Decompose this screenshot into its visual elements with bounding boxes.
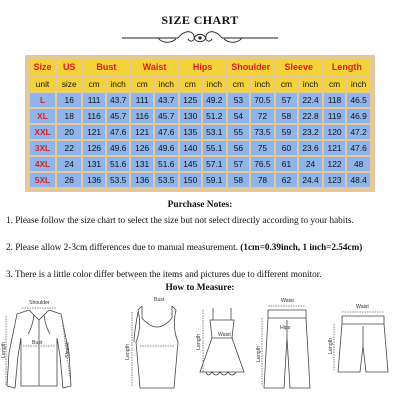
header-size: Size <box>30 60 55 75</box>
table-cell: 140 <box>180 141 201 155</box>
table-cell: 51.2 <box>203 109 226 123</box>
header-shoulder: Shoulder <box>228 60 274 75</box>
table-cell: 150 <box>180 173 201 187</box>
unit-cell: inch <box>107 77 130 91</box>
header-hips: Hips <box>180 60 226 75</box>
table-cell: 62 <box>276 173 297 187</box>
bust-label: Bust <box>32 340 43 346</box>
table-cell-size: 5XL <box>30 173 55 187</box>
unit-cell: inch <box>155 77 178 91</box>
table-cell: 24.4 <box>299 173 322 187</box>
table-cell: 47.6 <box>107 125 130 139</box>
table-header-row <box>30 60 370 75</box>
table-cell: 126 <box>83 141 104 155</box>
table-cell: 131 <box>131 157 152 171</box>
table-cell: 26 <box>57 173 81 187</box>
header-bust: Bust <box>83 60 129 75</box>
dress-measure-diagram <box>196 298 248 398</box>
size-chart-title: SIZE CHART <box>161 13 239 27</box>
table-cell-size: L <box>30 93 55 107</box>
table-cell: 116 <box>83 109 104 123</box>
table-cell: 45.7 <box>155 109 178 123</box>
unit-cell: unit <box>30 77 55 91</box>
table-cell: 75 <box>251 141 274 155</box>
table-row <box>30 125 370 139</box>
table-cell: 47.6 <box>155 125 178 139</box>
table-cell: 51.6 <box>155 157 178 171</box>
table-cell: 70.5 <box>251 93 274 107</box>
bust-label: Bust <box>154 297 165 303</box>
table-cell: 22.4 <box>299 93 322 107</box>
table-cell: 120 <box>324 125 345 139</box>
table-cell-size: XXL <box>30 125 55 139</box>
table-cell-size: 3XL <box>30 141 55 155</box>
table-cell: 43.7 <box>155 93 178 107</box>
header-sleeve: Sleeve <box>276 60 322 75</box>
hips-label: Hips <box>280 325 291 331</box>
dress-icon <box>196 298 248 398</box>
table-cell: 125 <box>180 93 201 107</box>
table-cell: 58 <box>228 173 249 187</box>
table-cell: 121 <box>83 125 104 139</box>
table-row <box>30 173 370 187</box>
table-cell: 22 <box>57 141 81 155</box>
table-cell: 111 <box>131 93 152 107</box>
waist-label: Waist <box>281 298 294 304</box>
table-cell: 118 <box>324 93 345 107</box>
table-cell: 119 <box>324 109 345 123</box>
size-chart-table <box>25 55 375 192</box>
length-label: Length <box>1 342 7 358</box>
decorative-flourish-icon <box>118 27 282 49</box>
unit-cell: cm <box>228 77 249 91</box>
table-cell: 55 <box>228 125 249 139</box>
purchase-note-2 <box>6 241 394 254</box>
table-cell: 76.5 <box>251 157 274 171</box>
unit-cell: cm <box>180 77 201 91</box>
table-cell: 43.7 <box>107 93 130 107</box>
purchase-note-2-text: 2. Please allow 2-3cm differences due to manual measurement. <box>6 242 241 252</box>
header-length: Length <box>324 60 370 75</box>
table-cell: 73.5 <box>251 125 274 139</box>
table-cell: 123 <box>324 173 345 187</box>
table-cell: 78 <box>251 173 274 187</box>
pants-measure-diagram <box>254 298 326 398</box>
unit-cell: inch <box>203 77 226 91</box>
table-cell: 57 <box>276 93 297 107</box>
table-cell: 130 <box>180 109 201 123</box>
shoulder-label: Shoulder <box>29 300 50 306</box>
table-cell: 53.5 <box>107 173 130 187</box>
unit-cell: inch <box>347 77 370 91</box>
table-cell: 49.6 <box>107 141 130 155</box>
table-cell: 136 <box>131 173 152 187</box>
table-cell: 60 <box>276 141 297 155</box>
unit-cell: inch <box>251 77 274 91</box>
table-cell: 54 <box>228 109 249 123</box>
table-cell: 18 <box>57 109 81 123</box>
length-label: Length <box>328 338 334 354</box>
waist-label: Waist <box>356 304 369 310</box>
purchase-notes-title: Purchase Notes: <box>167 200 233 210</box>
table-cell: 45.7 <box>107 109 130 123</box>
table-row <box>30 93 370 107</box>
tank-top-icon <box>120 298 194 398</box>
tank-top-measure-diagram <box>120 298 194 398</box>
table-cell: 145 <box>180 157 201 171</box>
unit-cell: cm <box>324 77 345 91</box>
purchase-note-3: 3. There is a little color differ between the items and pictures due to different monitor. <box>6 269 322 279</box>
table-row <box>30 141 370 155</box>
table-row <box>30 157 370 171</box>
table-cell: 55.1 <box>203 141 226 155</box>
unit-cell: size <box>57 77 81 91</box>
length-label: Length <box>256 346 262 362</box>
table-cell: 121 <box>131 125 152 139</box>
table-cell: 23.2 <box>299 125 322 139</box>
unit-cell: cm <box>83 77 104 91</box>
sleeve-label: Sleeve <box>65 342 71 358</box>
table-cell: 72 <box>251 109 274 123</box>
unit-conversion-text: (1cm=0.39inch, 1 inch=2.54cm) <box>240 242 363 252</box>
shorts-measure-diagram <box>328 298 398 398</box>
header-waist: Waist <box>131 60 177 75</box>
table-cell: 46.5 <box>347 93 370 107</box>
table-cell: 122 <box>324 157 345 171</box>
table-cell: 61 <box>276 157 297 171</box>
table-cell: 59 <box>276 125 297 139</box>
unit-cell: cm <box>276 77 297 91</box>
table-cell-size: XL <box>30 109 55 123</box>
table-cell: 57.1 <box>203 157 226 171</box>
table-cell: 116 <box>131 109 152 123</box>
table-cell: 24 <box>299 157 322 171</box>
purchase-note-1: 1. Please follow the size chart to select the size but not select directly according to your habits. <box>6 215 354 225</box>
table-cell: 47.6 <box>347 141 370 155</box>
table-cell: 23.6 <box>299 141 322 155</box>
table-unit-row <box>30 77 370 91</box>
length-label: Length <box>125 344 131 360</box>
table-cell: 56 <box>228 141 249 155</box>
table-cell: 53.5 <box>155 173 178 187</box>
table-cell: 47.2 <box>347 125 370 139</box>
blouse-measure-diagram <box>2 298 76 398</box>
table-cell: 57 <box>228 157 249 171</box>
table-cell: 53.1 <box>203 125 226 139</box>
unit-cell: cm <box>131 77 152 91</box>
table-cell: 49.6 <box>155 141 178 155</box>
waist-label: Waist <box>218 332 231 338</box>
table-cell: 46.9 <box>347 109 370 123</box>
table-cell: 48.4 <box>347 173 370 187</box>
table-cell: 58 <box>276 109 297 123</box>
table-row <box>30 109 370 123</box>
table-cell: 53 <box>228 93 249 107</box>
table-cell: 22.8 <box>299 109 322 123</box>
table-cell: 136 <box>83 173 104 187</box>
pants-icon <box>254 298 326 398</box>
table-cell: 111 <box>83 93 104 107</box>
length-label: Length <box>196 334 202 350</box>
table-cell: 135 <box>180 125 201 139</box>
table-cell: 126 <box>131 141 152 155</box>
table-cell: 49.2 <box>203 93 226 107</box>
table-cell: 16 <box>57 93 81 107</box>
table-cell: 20 <box>57 125 81 139</box>
shorts-icon <box>328 298 398 398</box>
table-cell: 51.6 <box>107 157 130 171</box>
table-cell: 24 <box>57 157 81 171</box>
header-us: US <box>57 60 81 75</box>
table-cell: 48 <box>347 157 370 171</box>
table-cell: 121 <box>324 141 345 155</box>
how-to-measure-title: How to Measure: <box>165 283 235 293</box>
table-cell: 131 <box>83 157 104 171</box>
table-cell: 59.1 <box>203 173 226 187</box>
table-cell-size: 4XL <box>30 157 55 171</box>
unit-cell: inch <box>299 77 322 91</box>
